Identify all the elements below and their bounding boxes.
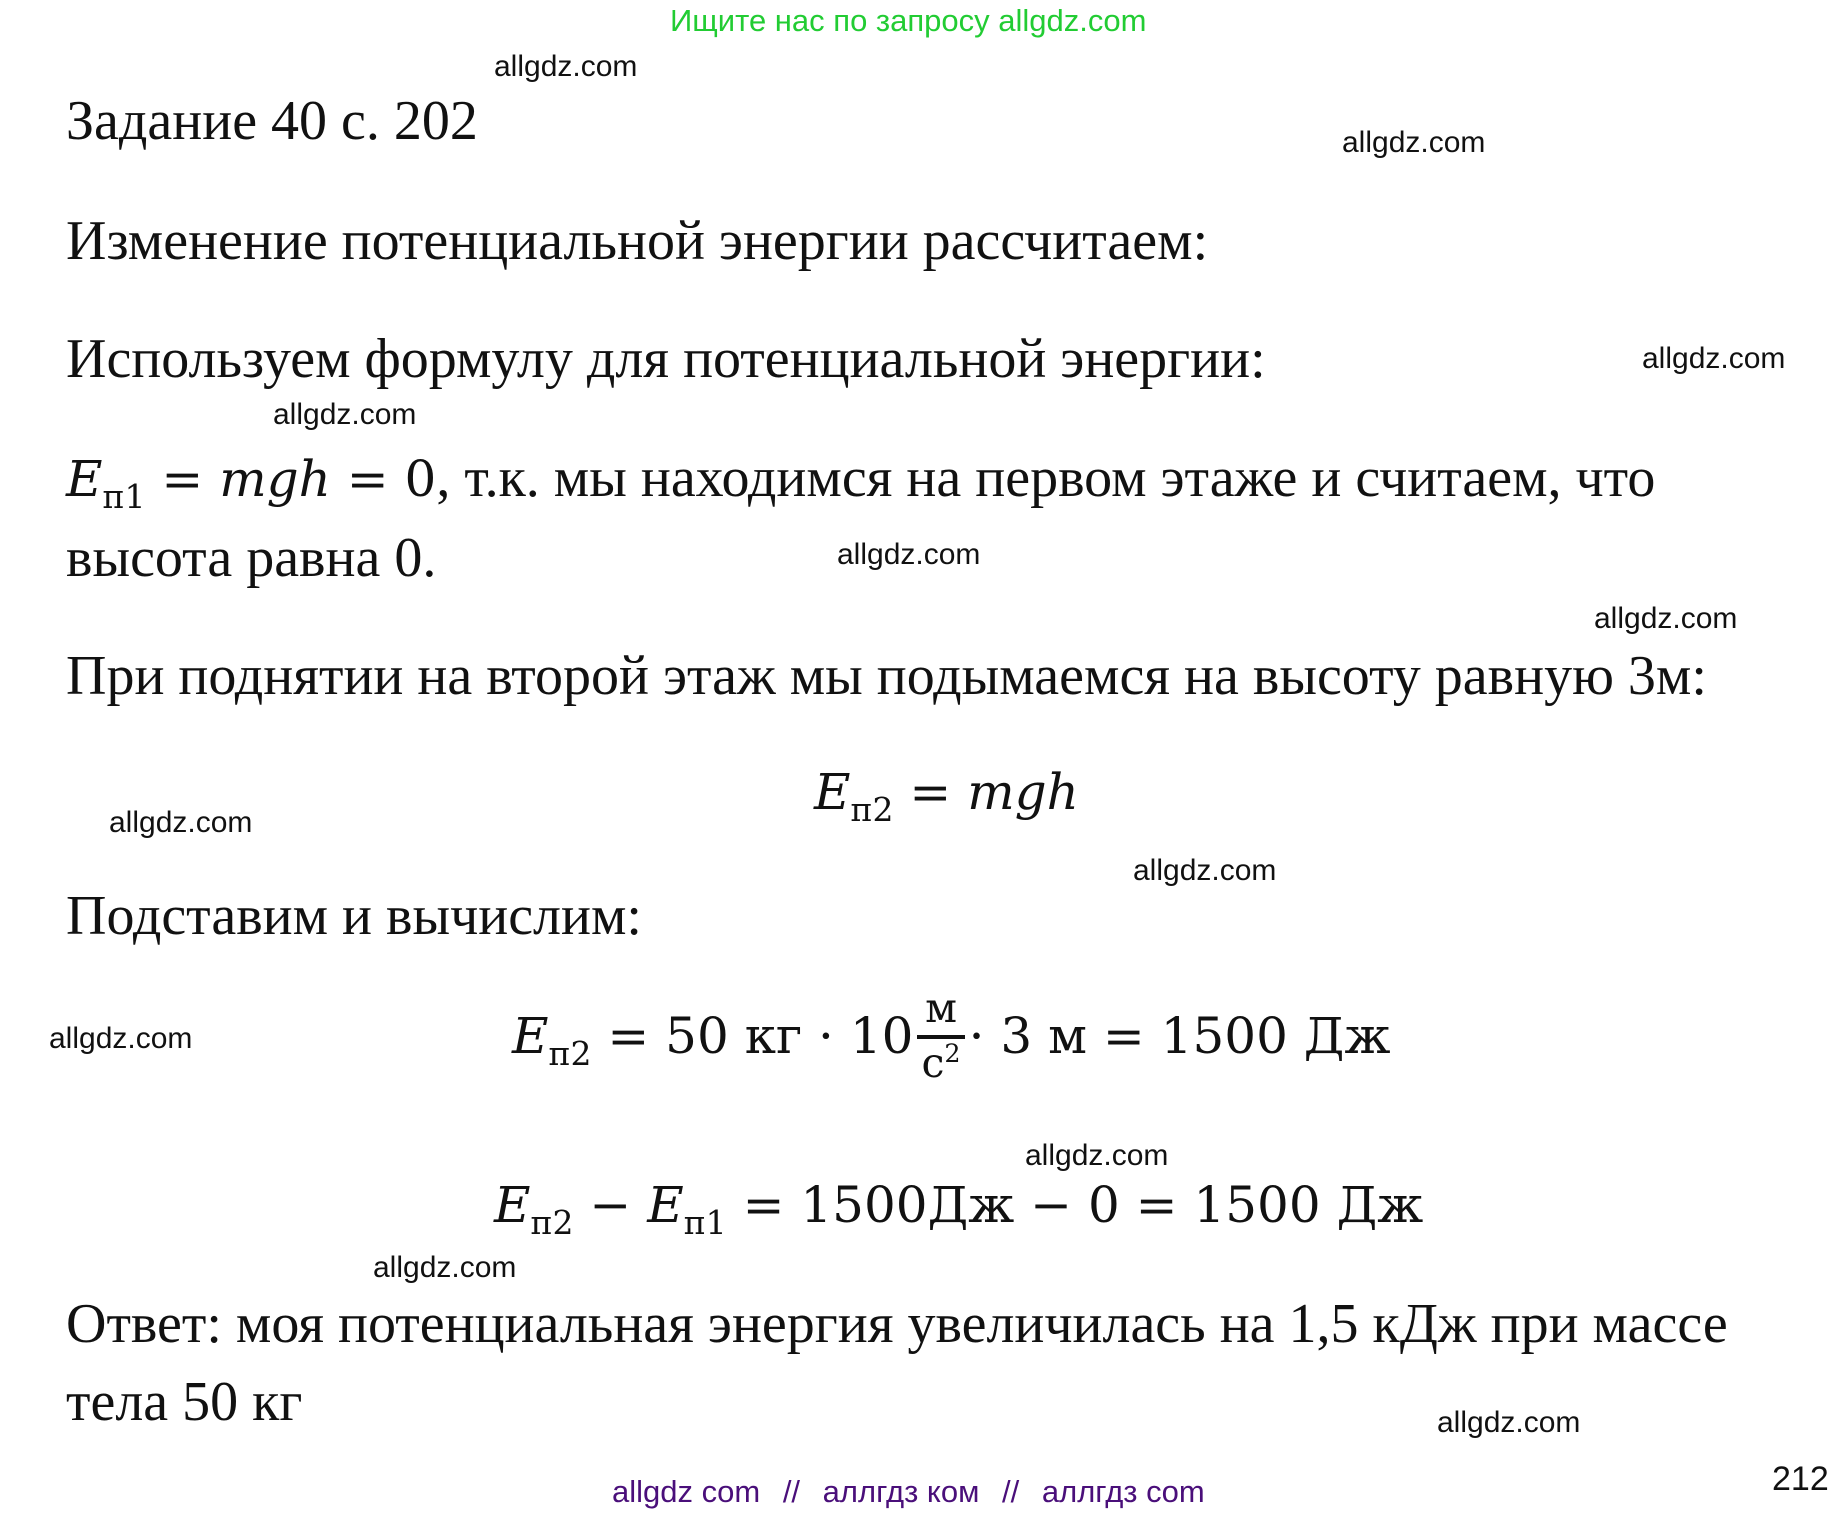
watermark: allgdz.com [373, 1251, 517, 1284]
paragraph-3: , т.к. мы находимся на первом этаже и считаем, что [436, 447, 1656, 509]
page-number-clip [1764, 1460, 1832, 1498]
formula-ep1: $E_{п1}$ = mgh = 0 [66, 450, 437, 516]
footer-links [612, 1476, 1205, 1507]
watermark: allgdz.com [1642, 342, 1786, 375]
footer-separator: // [782, 1474, 801, 1509]
watermark: allgdz.com [109, 806, 253, 839]
paragraph-1: Изменение потенциальной энергии рассчитаем: [66, 210, 1209, 272]
footer-link-1[interactable]: allgdz com [612, 1474, 761, 1509]
watermark: allgdz.com [1025, 1139, 1169, 1172]
watermark: allgdz.com [1133, 854, 1277, 887]
watermark: allgdz.com [1594, 602, 1738, 635]
page-number: 212 [1772, 1460, 1829, 1498]
paragraph-4: При поднятии на второй этаж мы подымаемся на высоту равную 3м: [66, 645, 1707, 707]
formula-calculation: $E_{п2} = 50$ кг · 10 $\frac{м}{с^2}$ · 3 м = 1500 Дж [512, 984, 1391, 1087]
footer-separator: // [1002, 1474, 1020, 1509]
watermark: allgdz.com [49, 1022, 193, 1055]
paragraph-2: Используем формулу для потенциальной энергии: [66, 328, 1266, 390]
answer-line-2: тела 50 кг [66, 1371, 303, 1433]
paragraph-5: Подставим и вычислим: [66, 885, 642, 947]
watermark: allgdz.com [1342, 126, 1486, 159]
answer-line-1: Ответ: моя потенциальная энергия увеличилась на 1,5 кДж при массе [66, 1293, 1728, 1355]
watermark: allgdz.com [494, 50, 638, 83]
fraction-m-per-s2: $\frac{м}{с^2}$ [917, 988, 964, 1084]
footer-link-3[interactable]: аллгдз com [1041, 1474, 1205, 1509]
footer-link-2[interactable]: аллгдз ком [822, 1474, 980, 1509]
formula-ep2: $E_{п2}$ = mgh [814, 763, 1079, 829]
watermark: allgdz.com [1437, 1406, 1581, 1439]
paragraph-3-line-2: высота равна 0. [66, 527, 437, 589]
formula-difference: $E_{п2} - E_{п1} = 1500Дж - 0 = 1500$ Дж [494, 1176, 1424, 1242]
watermark: allgdz.com [837, 538, 981, 571]
watermark: allgdz.com [273, 398, 417, 431]
task-title: Задание 40 с. 202 [66, 90, 478, 152]
formula-line-1 [66, 447, 1656, 516]
header-promo: Ищите нас по запросу allgdz.com [670, 3, 1147, 38]
